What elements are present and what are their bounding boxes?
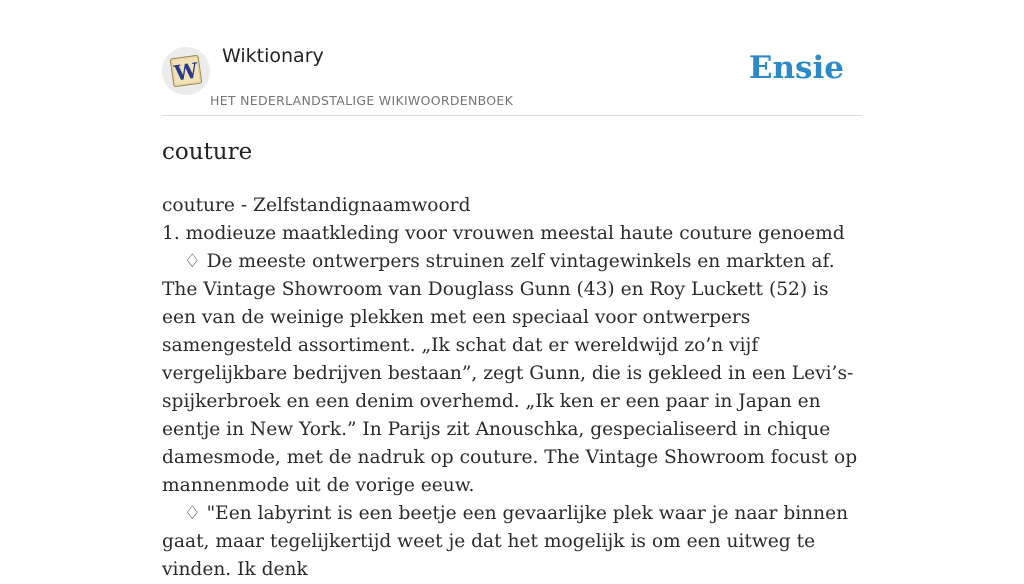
site-name[interactable]: Wiktionary [222, 45, 324, 67]
wiktionary-logo-icon[interactable] [162, 47, 210, 95]
example-quote: ♢ De meeste ontwerpers struinen zelf vintagewinkels en markten af. The Vintage Showroom van Douglass Gunn (43) en Roy Luckett (52) is een van de weinige plekken met een speciaal voor ontwerpers samengesteld assortiment. „Ik schat dat er wereldwijd zo’n vijf vergelijkbare bedrijven bestaan”, zegt Gunn, die is gekleed in een Levi’s-spijkerbroek en een denim overhemd. „Ik ken er een paar in Japan en eentje in New York.” In Parijs zit Anouschka, gespecialiseerd in chique damesmode, met de nadruk op couture. The Vintage Showroom focust op mannenmode uit de vorige eeuw. [162, 251, 858, 496]
entry-title: couture [162, 139, 253, 165]
page [162, 0, 862, 580]
site-tagline: HET NEDERLANDSTALIGE WIKIWOORDENBOEK [210, 93, 514, 108]
site-header [162, 0, 862, 116]
definition-line: 1. modieuze maatkleding voor vrouwen meestal haute couture genoemd [162, 223, 845, 244]
logo-letter: W [172, 57, 200, 86]
example-quote: ♢ "Een labyrint is een beetje een gevaarlijke plek waar je naar binnen gaat, maar tegelijkertijd weet je dat het mogelijk is om een uitweg te vinden. Ik denk [162, 503, 849, 580]
part-of-speech-line: couture - Zelfstandignaamwoord [162, 195, 471, 216]
ensie-brand-link[interactable]: Ensie [748, 50, 844, 86]
entry-content [162, 192, 862, 584]
